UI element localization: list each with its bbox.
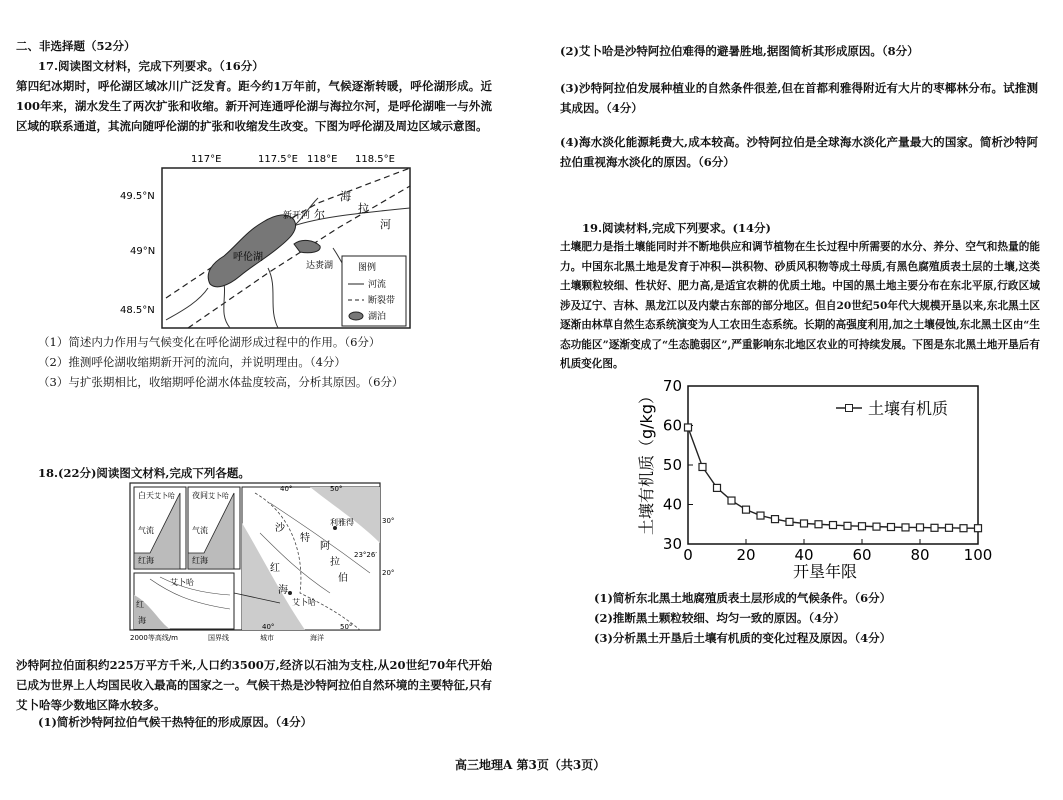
svg-text:达赉湖: 达赉湖 <box>306 261 334 271</box>
lon-label: 118.5°E <box>355 154 395 165</box>
q19-question-3: (3)分析黑土开垦后土壤有机质的变化过程及原因。（4分） <box>594 631 892 645</box>
data-point <box>772 516 779 523</box>
svg-text:河流: 河流 <box>368 280 387 290</box>
data-point <box>902 524 909 531</box>
x-tick-label: 20 <box>736 546 756 564</box>
lon-label: 118°E <box>307 154 338 165</box>
y-tick-label: 30 <box>662 535 682 553</box>
x-tick-label: 40 <box>794 546 814 564</box>
svg-text:红海: 红海 <box>138 556 154 565</box>
svg-text:拉: 拉 <box>358 202 369 215</box>
svg-text:红海: 红海 <box>192 556 208 565</box>
lat-label: 49.5°N <box>120 191 155 202</box>
svg-text:40°: 40° <box>280 485 293 493</box>
svg-text:红: 红 <box>136 600 144 609</box>
svg-text:特: 特 <box>300 533 310 544</box>
svg-text:海: 海 <box>138 616 146 625</box>
section-title: 二、非选择题（52分） <box>16 39 136 53</box>
q17-title: 17.阅读图文材料，完成下列要求。（16分） <box>38 59 264 73</box>
data-point <box>917 524 924 531</box>
svg-text:20°: 20° <box>382 569 395 577</box>
svg-text:湖泊: 湖泊 <box>368 312 387 322</box>
svg-text:新开河: 新开河 <box>283 211 311 221</box>
lat-label: 49°N <box>130 246 156 257</box>
svg-text:50°: 50° <box>330 485 343 493</box>
y-tick-label: 70 <box>662 377 682 395</box>
svg-text:呼伦湖: 呼伦湖 <box>233 252 263 263</box>
svg-text:河: 河 <box>380 218 391 231</box>
q18-title: 18.(22分)阅读图文材料,完成下列各题。 <box>38 466 250 480</box>
svg-text:艾卜哈: 艾卜哈 <box>292 598 316 607</box>
svg-text:50°: 50° <box>340 623 353 631</box>
legend-marker <box>846 405 853 412</box>
q19-title: 19.阅读材料,完成下列要求。(14分) <box>582 221 771 235</box>
lon-label: 117.5°E <box>258 154 298 165</box>
svg-text:拉: 拉 <box>330 557 340 568</box>
svg-text:伯: 伯 <box>338 573 348 584</box>
q17-question-1: （1）简述内力作用与气候变化在呼伦湖形成过程中的作用。（6分） <box>38 335 381 349</box>
data-point <box>757 512 764 519</box>
svg-text:白天: 白天 <box>138 491 154 500</box>
svg-text:艾卜哈: 艾卜哈 <box>208 492 229 500</box>
q18-paragraph: 沙特阿拉伯面积约225万平方千米,人口约3500万,经济以石油为支柱,从20世纪70年代开始已成为世界上人均国民收入最高的国家之一。气候干热是沙特阿拉伯自然环境的主要特征,只有艾卜哈等少数地区降水较多。 <box>16 658 492 712</box>
lon-label: 117°E <box>191 154 222 165</box>
data-point <box>815 521 822 528</box>
page-footer: 高三地理A 第3页（共3页） <box>455 758 606 772</box>
svg-text:沙: 沙 <box>275 523 285 534</box>
y-tick-label: 40 <box>662 495 682 514</box>
svg-text:红: 红 <box>270 563 280 574</box>
data-point <box>844 522 851 529</box>
q18-question-1: (1)简析沙特阿拉伯气候干热特征的形成原因。（4分） <box>38 715 313 729</box>
lat-label: 48.5°N <box>120 305 155 316</box>
data-point <box>830 522 837 529</box>
y-axis-label: 土壤有机质（g/kg） <box>637 388 656 535</box>
svg-text:尔: 尔 <box>314 208 325 221</box>
svg-text:气流: 气流 <box>192 526 208 535</box>
data-point <box>714 484 721 491</box>
q17-question-3: （3）与扩张期相比，收缩期呼伦湖水体盐度较高，分析其原因。（6分） <box>38 375 404 389</box>
data-point <box>859 523 866 530</box>
data-point <box>801 520 808 527</box>
data-point <box>975 525 982 532</box>
data-point <box>888 524 895 531</box>
x-tick-label: 80 <box>910 546 930 564</box>
x-tick-label: 100 <box>963 546 993 564</box>
q18-question-3: (3)沙特阿拉伯发展种植业的自然条件很差,但在首都利雅得附近有大片的枣椰林分布。试推测其成因。（4分） <box>560 81 1038 115</box>
q19-question-2: (2)推断黑土颗粒较细、均匀一致的原因。（4分） <box>594 611 846 625</box>
data-point <box>786 518 793 525</box>
data-point <box>946 524 953 531</box>
q18-question-2: (2)艾卜哈是沙特阿拉伯难得的避暑胜地,据图简析其形成原因。（8分） <box>560 44 919 58</box>
svg-text:图例: 图例 <box>358 263 377 273</box>
svg-text:国界线: 国界线 <box>208 634 229 642</box>
q19-question-1: (1)简析东北黑土地腐殖质表土层形成的气候条件。（6分） <box>594 591 892 605</box>
data-point <box>931 524 938 531</box>
svg-text:海: 海 <box>278 585 288 596</box>
svg-text:海洋: 海洋 <box>310 634 324 642</box>
svg-text:30°: 30° <box>382 517 395 525</box>
svg-text:断裂带: 断裂带 <box>368 296 396 306</box>
q18-question-4: (4)海水淡化能源耗费大,成本较高。沙特阿拉伯是全球海水淡化产量最大的国家。简析沙特阿拉伯重视海水淡化的原因。（6分） <box>560 135 1038 169</box>
svg-text:2000等高线/m: 2000等高线/m <box>130 634 178 642</box>
q17-question-2: （2）推测呼伦湖收缩期新开河的流向，并说明理由。（4分） <box>38 355 346 369</box>
data-point <box>728 497 735 504</box>
svg-text:艾卜哈: 艾卜哈 <box>170 578 194 587</box>
y-tick-label: 50 <box>662 456 682 474</box>
map-legend <box>342 256 406 326</box>
data-point <box>685 424 692 431</box>
data-point <box>699 463 706 470</box>
x-tick-label: 60 <box>852 546 872 564</box>
q17-paragraph: 第四纪冰期时，呼伦湖区域冰川广泛发育。距今约1万年前，气候逐渐转暖，呼伦湖形成。近100年来，湖水发生了两次扩张和收缩。新开河连通呼伦湖与海拉尔河，是呼伦湖唯一与外流区域的联系通道，其流向随呼伦湖的扩张和收缩发生改变。下图为呼伦湖及周边区域示意图。 <box>16 79 492 133</box>
svg-text:利雅得: 利雅得 <box>330 518 354 527</box>
svg-text:40°: 40° <box>262 623 275 631</box>
x-tick-label: 0 <box>683 546 693 564</box>
saudi-arabia-map <box>130 483 395 643</box>
svg-text:气流: 气流 <box>138 526 154 535</box>
data-point <box>873 523 880 530</box>
data-point <box>960 525 967 532</box>
organic-matter-chart <box>630 378 1000 588</box>
legend-label: 土壤有机质 <box>868 399 949 418</box>
svg-text:海: 海 <box>340 190 351 203</box>
q19-paragraph: 土壤肥力是指土壤能同时并不断地供应和调节植物在生长过程中所需要的水分、养分、空气和热量的能力。中国东北黑土地是发育于冲积—洪积物、砂质风积物等成土母质,有黑色腐殖质表土层的土壤,这类土壤颗粒较细、性状好、肥力高,是适宜农耕的优质土地。中国的黑土地主要分布在东北平原,行政区域涉及辽宁、吉林、黑龙江以及内蒙古东部的部分地区。但自20世纪50年代大规模开垦以来,东北黑土区逐渐由林草自然生态系统演变为人工农田生态系统。长期的高强度利用,加之土壤侵蚀,东北黑土区由“生态功能区”逐渐变成了“生态脆弱区”,严重影响东北地区农业的可持续发展。下图是东北黑土地开垦后有机质变化图。 <box>560 241 1040 370</box>
data-point <box>743 506 750 513</box>
x-axis-label: 开垦年限 <box>793 562 858 581</box>
svg-text:夜间: 夜间 <box>192 491 208 500</box>
hulun-lake-map <box>118 148 418 336</box>
svg-text:城市: 城市 <box>260 634 274 642</box>
svg-text:23°26′: 23°26′ <box>354 551 377 559</box>
svg-text:艾卜哈: 艾卜哈 <box>154 492 175 500</box>
svg-text:阿: 阿 <box>320 541 330 552</box>
y-tick-label: 60 <box>662 416 682 435</box>
